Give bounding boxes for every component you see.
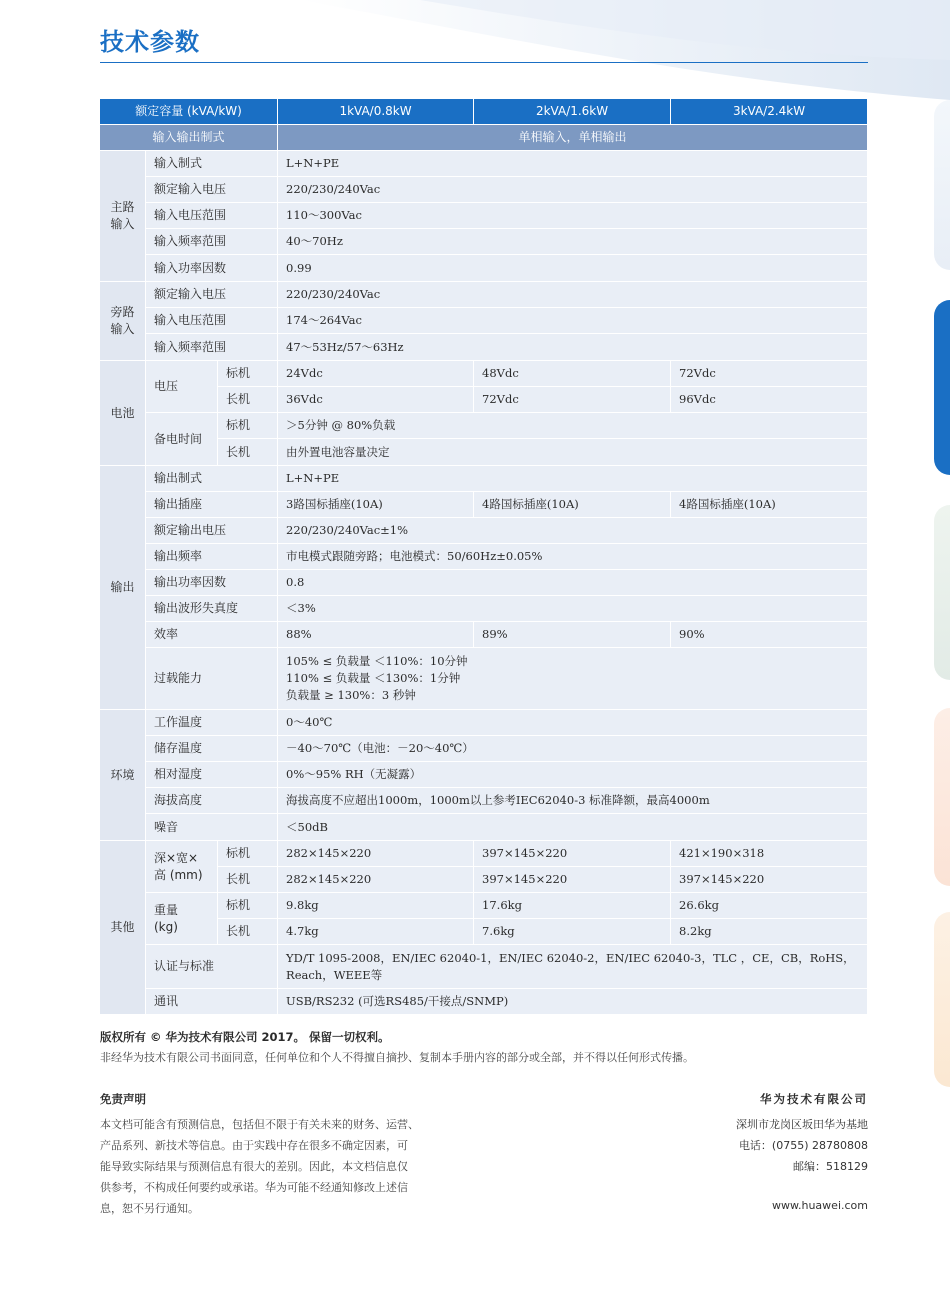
row-value: L+N+PE — [278, 151, 868, 177]
row-value: 0～40℃ — [278, 710, 868, 736]
title-divider — [100, 62, 868, 63]
std-label: 标机 — [218, 361, 278, 387]
cert-line: Reach，WEEE等 — [286, 967, 383, 982]
efficiency-3k: 90% — [671, 622, 868, 648]
capacity-header: 额定容量 (kVA/kW) — [100, 99, 278, 125]
weight-label — [146, 893, 218, 945]
dim-std-2k: 397×145×220 — [474, 841, 671, 867]
system-row — [100, 125, 868, 151]
weight-std-2k: 17.6kg — [474, 893, 671, 919]
table-row — [100, 788, 868, 814]
spec-table — [100, 99, 868, 1015]
cert-line: YD/T 1095-2008，EN/IEC 62040-1，EN/IEC 62040-2，EN/IEC 62040-3，TLC ，CE，CB，RoHS， — [286, 950, 855, 965]
row-label: 输入电压范围 — [146, 203, 278, 229]
row-value: 0.8 — [278, 570, 868, 596]
row-value: USB/RS232 (可选RS485/干接点/SNMP) — [278, 989, 868, 1015]
system-label: 输入输出制式 — [100, 125, 278, 151]
row-value: 0%～95% RH（无凝露） — [278, 762, 868, 788]
table-row — [100, 282, 868, 308]
company-address: 深圳市龙岗区坂田华为基地 — [736, 1118, 868, 1131]
row-label: 输出波形失真度 — [146, 596, 278, 622]
backup-time-label: 备电时间 — [146, 413, 218, 466]
row-value: 海拔高度不应超出1000m，1000m以上参考IEC62040-3 标准降额，最高4000m — [278, 788, 868, 814]
table-row — [100, 622, 868, 648]
dimension-label-line: 高 (mm) — [154, 867, 203, 882]
long-label: 长机 — [218, 439, 278, 466]
efficiency-1k: 88% — [278, 622, 474, 648]
disclaimer-line: 本文档可能含有预测信息，包括但不限于有关未来的财务、运营、 — [100, 1118, 419, 1131]
table-row — [100, 544, 868, 570]
disclaimer-line: 产品系列、新技术等信息。由于实践中存在很多不确定因素，可 — [100, 1139, 408, 1152]
website-link[interactable]: www.huawei.com — [772, 1199, 868, 1212]
row-value: 110～300Vac — [278, 203, 868, 229]
row-label: 储存温度 — [146, 736, 278, 762]
row-label: 额定输入电压 — [146, 177, 278, 203]
capacity-3k: 3kVA/2.4kW — [671, 99, 868, 125]
row-label: 过载能力 — [146, 648, 278, 710]
row-label: 通讯 — [146, 989, 278, 1015]
row-label: 输出插座 — [146, 492, 278, 518]
side-tab-3 — [934, 505, 950, 680]
weight-long-2k: 7.6kg — [474, 919, 671, 945]
disclaimer-line: 息，恕不另行通知。 — [100, 1202, 199, 1215]
row-value: 40～70Hz — [278, 229, 868, 255]
company-phone: 电话：(0755) 28780808 — [738, 1139, 868, 1152]
row-value: 市电模式跟随旁路；电池模式：50/60Hz±0.05% — [278, 544, 868, 570]
table-row — [100, 334, 868, 361]
row-label: 相对湿度 — [146, 762, 278, 788]
row-label: 额定输入电压 — [146, 282, 278, 308]
backup-time-long: 由外置电池容量决定 — [278, 439, 868, 466]
group-output: 输出 — [100, 466, 146, 710]
std-label: 标机 — [218, 893, 278, 919]
efficiency-2k: 89% — [474, 622, 671, 648]
std-label: 标机 — [218, 413, 278, 439]
group-bypass-input: 旁路输入 — [110, 305, 135, 336]
row-label: 输入电压范围 — [146, 308, 278, 334]
table-row — [100, 814, 868, 841]
row-value: 220/230/240Vac — [278, 177, 868, 203]
table-row — [100, 596, 868, 622]
backup-time-std: ＞5分钟 @ 80%负载 — [278, 413, 868, 439]
disclaimer-line: 供参考，不构成任何要约或承诺。华为可能不经通知修改上述信 — [100, 1181, 408, 1194]
disclaimer-title: 免责声明 — [100, 1092, 146, 1106]
table-row — [100, 518, 868, 544]
row-label: 效率 — [146, 622, 278, 648]
table-row — [100, 736, 868, 762]
battery-voltage-std-1k: 24Vdc — [278, 361, 474, 387]
capacity-2k: 2kVA/1.6kW — [474, 99, 671, 125]
dim-std-3k: 421×190×318 — [671, 841, 868, 867]
socket-2k: 4路国标插座(10A) — [474, 492, 671, 518]
overload-line: 110% ≤ 负载量 ＜130%：1分钟 — [286, 671, 461, 685]
dim-std-1k: 282×145×220 — [278, 841, 474, 867]
row-label: 额定输出电压 — [146, 518, 278, 544]
row-label: 输入频率范围 — [146, 334, 278, 361]
dim-long-2k: 397×145×220 — [474, 867, 671, 893]
socket-1k: 3路国标插座(10A) — [278, 492, 474, 518]
table-row — [100, 492, 868, 518]
table-row — [100, 945, 868, 989]
table-row — [100, 466, 868, 492]
copyright-text: 版权所有 © 华为技术有限公司 2017。 保留一切权利。 — [100, 1030, 390, 1044]
overload-value — [278, 648, 868, 710]
dim-long-1k: 282×145×220 — [278, 867, 474, 893]
socket-3k: 4路国标插座(10A) — [671, 492, 868, 518]
group-battery: 电池 — [100, 361, 146, 466]
system-value: 单相输入，单相输出 — [278, 125, 868, 151]
company-name: 华为技术有限公司 — [760, 1092, 868, 1106]
table-row — [100, 151, 868, 177]
battery-voltage-long-1k: 36Vdc — [278, 387, 474, 413]
copyright-notice: 非经华为技术有限公司书面同意，任何单位和个人不得擅自摘抄、复制本手册内容的部分或全部，并不得以任何形式传播。 — [100, 1051, 694, 1064]
group-environment: 环境 — [100, 710, 146, 841]
table-row — [100, 841, 868, 867]
disclaimer-text — [100, 1114, 450, 1219]
side-tab-2-active — [934, 300, 950, 475]
group-main-input: 主路输入 — [110, 200, 135, 231]
overload-line: 负载量 ≥ 130%：3 秒钟 — [286, 688, 416, 702]
row-value: ＜50dB — [278, 814, 868, 841]
row-value: L+N+PE — [278, 466, 868, 492]
row-value: 220/230/240Vac — [278, 282, 868, 308]
disclaimer-line: 能导致实际结果与预测信息有很大的差别。因此，本文档信息仅 — [100, 1160, 408, 1173]
weight-std-1k: 9.8kg — [278, 893, 474, 919]
table-row — [100, 989, 868, 1015]
row-label: 输入功率因数 — [146, 255, 278, 282]
side-tab-5 — [934, 912, 950, 1087]
overload-line: 105% ≤ 负载量 ＜110%：10分钟 — [286, 654, 468, 668]
row-label: 输出制式 — [146, 466, 278, 492]
row-value: ＜3% — [278, 596, 868, 622]
table-row — [100, 413, 868, 439]
long-label: 长机 — [218, 919, 278, 945]
weight-label-line: (kg) — [154, 919, 178, 934]
table-row — [100, 710, 868, 736]
table-row — [100, 308, 868, 334]
table-row — [100, 203, 868, 229]
dimension-label — [146, 841, 218, 893]
side-tab-4 — [934, 708, 950, 886]
table-row — [100, 255, 868, 282]
row-value: －40～70℃（电池：－20～40℃） — [278, 736, 868, 762]
battery-voltage-long-2k: 72Vdc — [474, 387, 671, 413]
table-row — [100, 762, 868, 788]
group-other: 其他 — [100, 841, 146, 1015]
weight-std-3k: 26.6kg — [671, 893, 868, 919]
dim-long-3k: 397×145×220 — [671, 867, 868, 893]
company-postcode: 邮编：518129 — [793, 1160, 868, 1173]
row-label: 输出频率 — [146, 544, 278, 570]
row-label: 噪音 — [146, 814, 278, 841]
row-label: 工作温度 — [146, 710, 278, 736]
table-header-row — [100, 99, 868, 125]
table-row — [100, 570, 868, 596]
table-row — [100, 648, 868, 710]
weight-label-line: 重量 — [154, 902, 179, 917]
battery-voltage-std-3k: 72Vdc — [671, 361, 868, 387]
battery-voltage-std-2k: 48Vdc — [474, 361, 671, 387]
dimension-label-line: 深×宽× — [154, 850, 199, 865]
weight-long-3k: 8.2kg — [671, 919, 868, 945]
weight-long-1k: 4.7kg — [278, 919, 474, 945]
capacity-1k: 1kVA/0.8kW — [278, 99, 474, 125]
battery-voltage-label: 电压 — [146, 361, 218, 413]
row-label: 认证与标准 — [146, 945, 278, 989]
side-tab-1 — [934, 100, 950, 270]
table-row — [100, 177, 868, 203]
row-label: 输出功率因数 — [146, 570, 278, 596]
row-label: 输入频率范围 — [146, 229, 278, 255]
row-value: 220/230/240Vac±1% — [278, 518, 868, 544]
table-row — [100, 229, 868, 255]
long-label: 长机 — [218, 867, 278, 893]
long-label: 长机 — [218, 387, 278, 413]
row-value: 174～264Vac — [278, 308, 868, 334]
row-value: 47～53Hz/57～63Hz — [278, 334, 868, 361]
row-value: 0.99 — [278, 255, 868, 282]
page-title: 技术参数 — [100, 28, 200, 56]
std-label: 标机 — [218, 841, 278, 867]
battery-voltage-long-3k: 96Vdc — [671, 387, 868, 413]
table-row — [100, 893, 868, 919]
row-label: 输入制式 — [146, 151, 278, 177]
row-label: 海拔高度 — [146, 788, 278, 814]
cert-value — [278, 945, 868, 989]
table-row — [100, 361, 868, 387]
